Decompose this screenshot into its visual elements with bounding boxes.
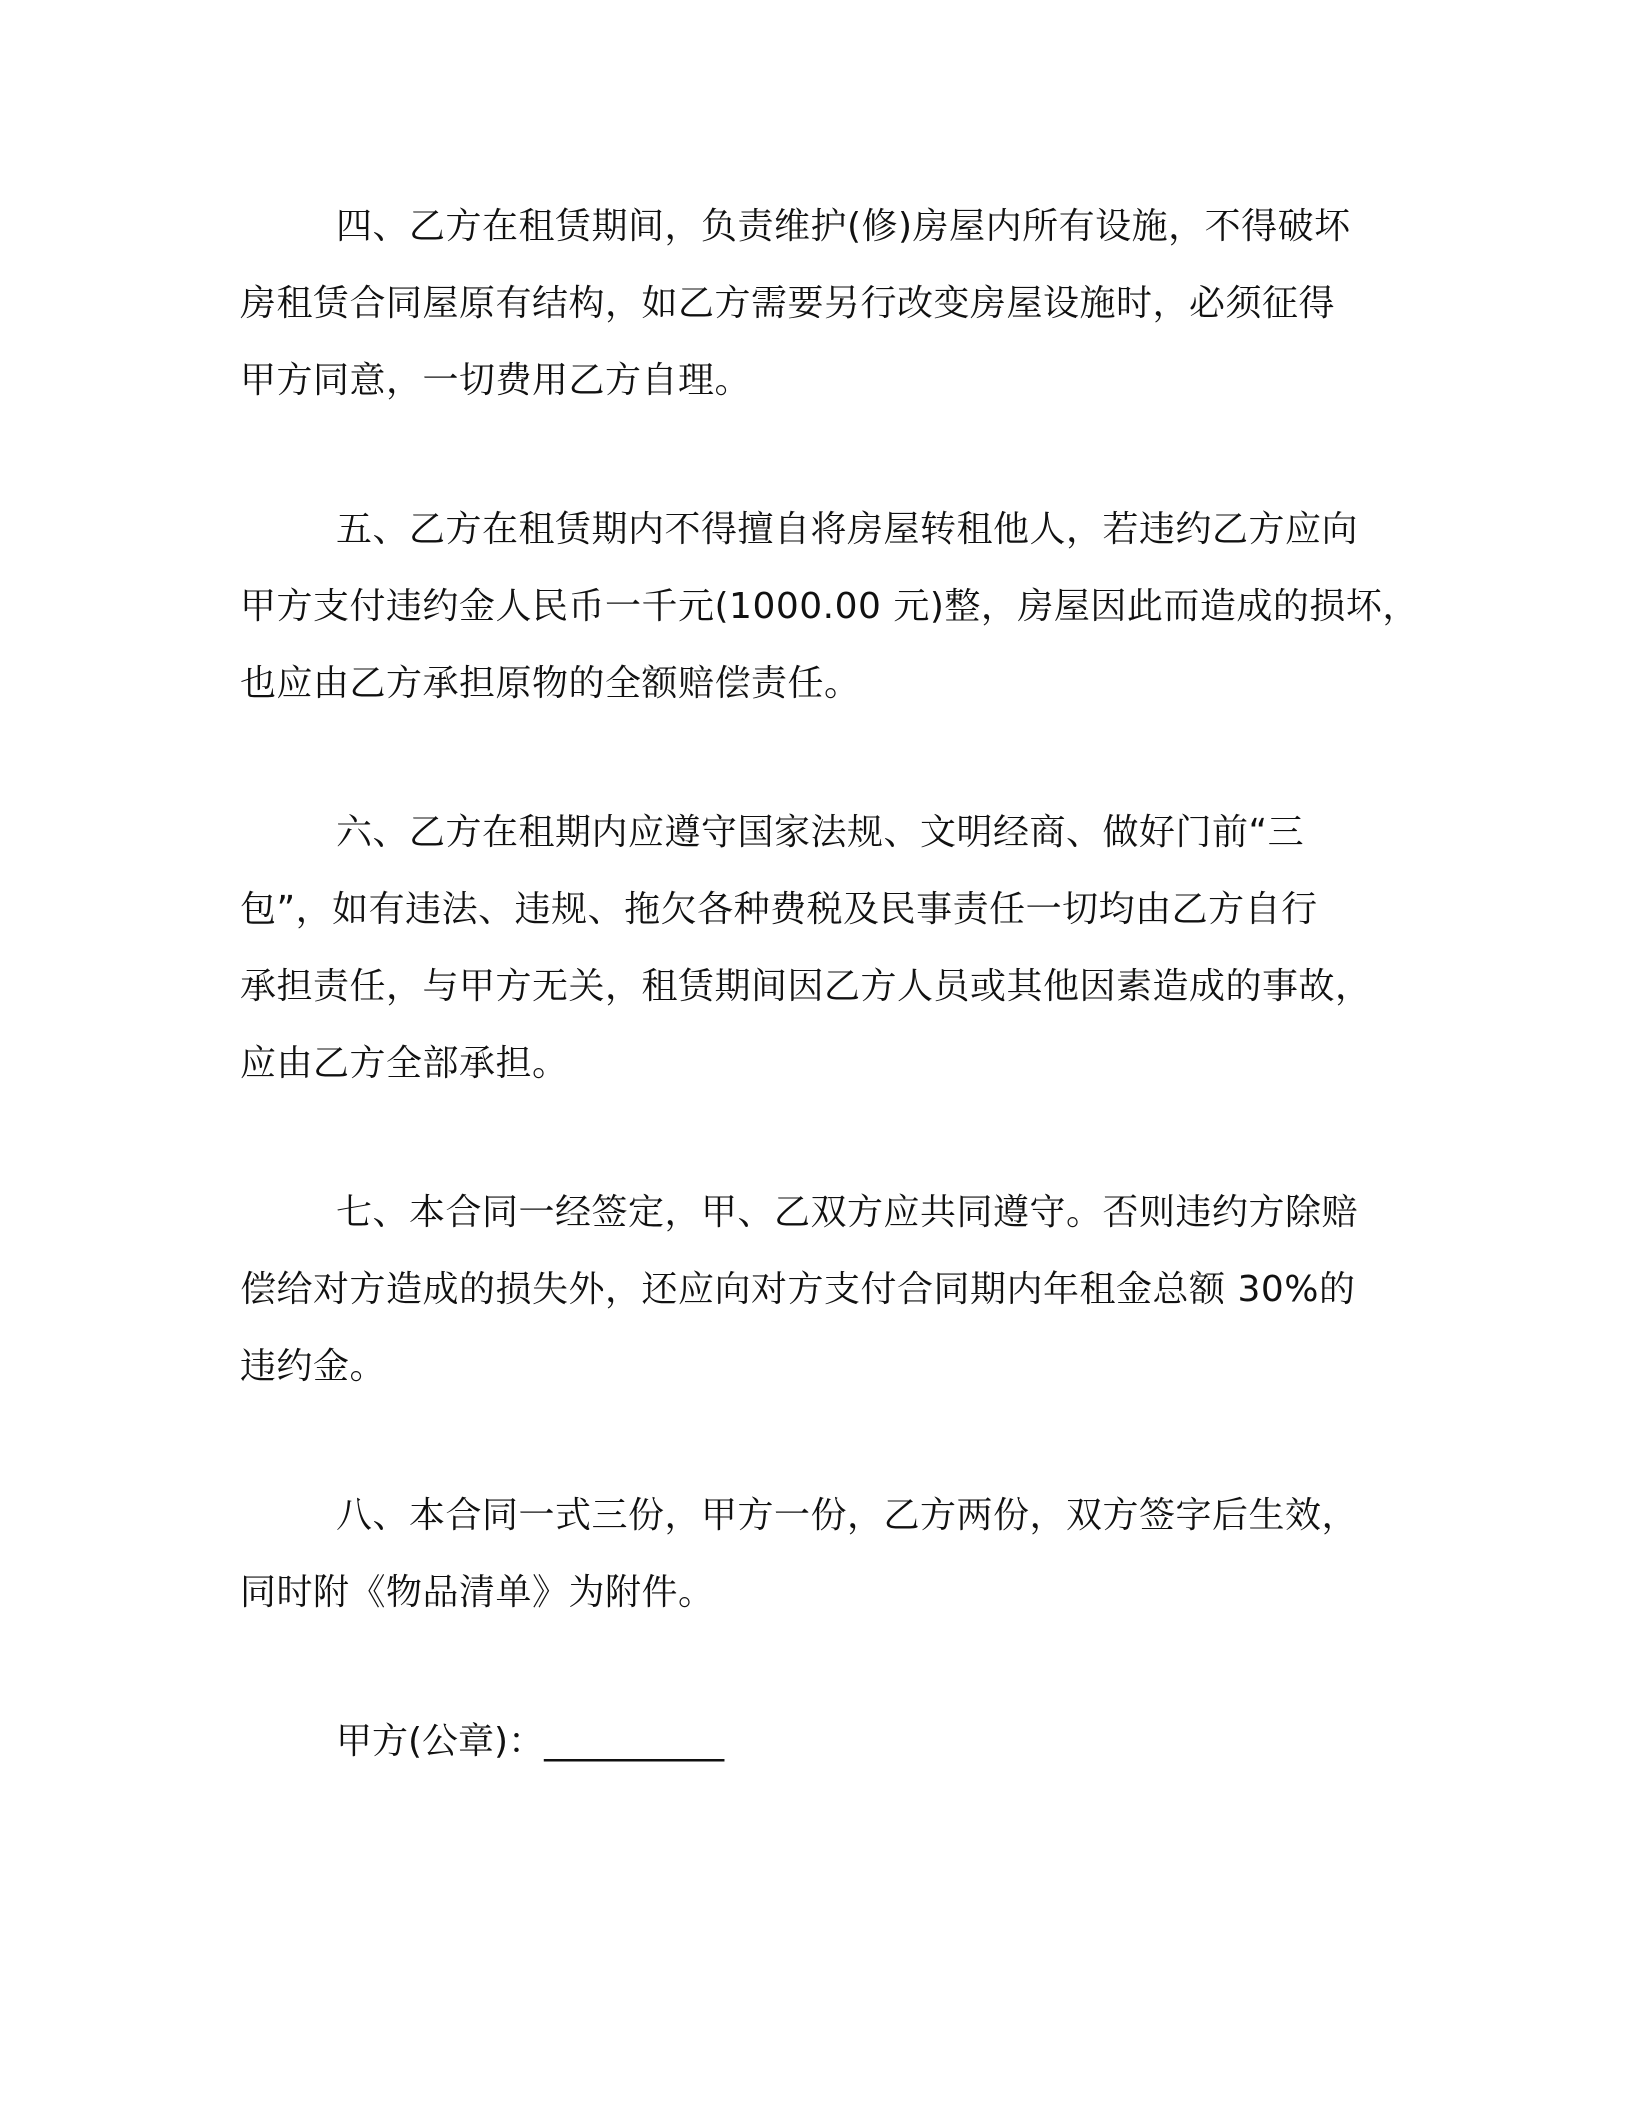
clause-line: 六、乙方在租期内应遵守国家法规、文明经商、做好门前“三	[336, 812, 1305, 853]
clause-line: 也应由乙方承担原物的全额赔偿责任。	[240, 663, 861, 704]
document-body	[240, 188, 1419, 1780]
clause-line: 八、本合同一式三份，甲方一份，乙方两份，双方签字后生效，	[336, 1495, 1359, 1536]
clause-line: 房租赁合同屋原有结构，如乙方需要另行改变房屋设施时，必须征得	[240, 283, 1336, 324]
clause-line: 甲方支付违约金人民币一千元(1000.00 元)整，房屋因此而造成的损坏，	[240, 586, 1419, 627]
clause-line: 甲方同意，一切费用乙方自理。	[240, 360, 752, 401]
clause-seven	[240, 1174, 1390, 1405]
clause-line: 违约金。	[240, 1346, 387, 1387]
clause-line: 偿给对方造成的损失外，还应向对方支付合同期内年租金总额 30%的	[240, 1269, 1356, 1310]
clause-line: 同时附《物品清单》为附件。	[240, 1572, 715, 1613]
clause-five	[240, 491, 1419, 722]
clause-six	[240, 794, 1390, 1102]
clause-line: 四、乙方在租赁期间，负责维护(修)房屋内所有设施，不得破坏	[336, 206, 1351, 247]
clause-four	[240, 188, 1390, 419]
clause-line: 五、乙方在租赁期内不得擅自将房屋转租他人，若违约乙方应向	[336, 509, 1359, 550]
party-a-signature-line: 甲方(公章)：__________	[336, 1721, 725, 1762]
clause-eight	[240, 1477, 1390, 1631]
clause-line: 承担责任，与甲方无关，租赁期间因乙方人员或其他因素造成的事故，	[240, 966, 1372, 1007]
clause-line: 包”，如有违法、违规、拖欠各种费税及民事责任一切均由乙方自行	[240, 889, 1318, 930]
clause-line: 应由乙方全部承担。	[240, 1043, 569, 1084]
clause-line: 七、本合同一经签定，甲、乙双方应共同遵守。否则违约方除赔	[336, 1192, 1359, 1233]
